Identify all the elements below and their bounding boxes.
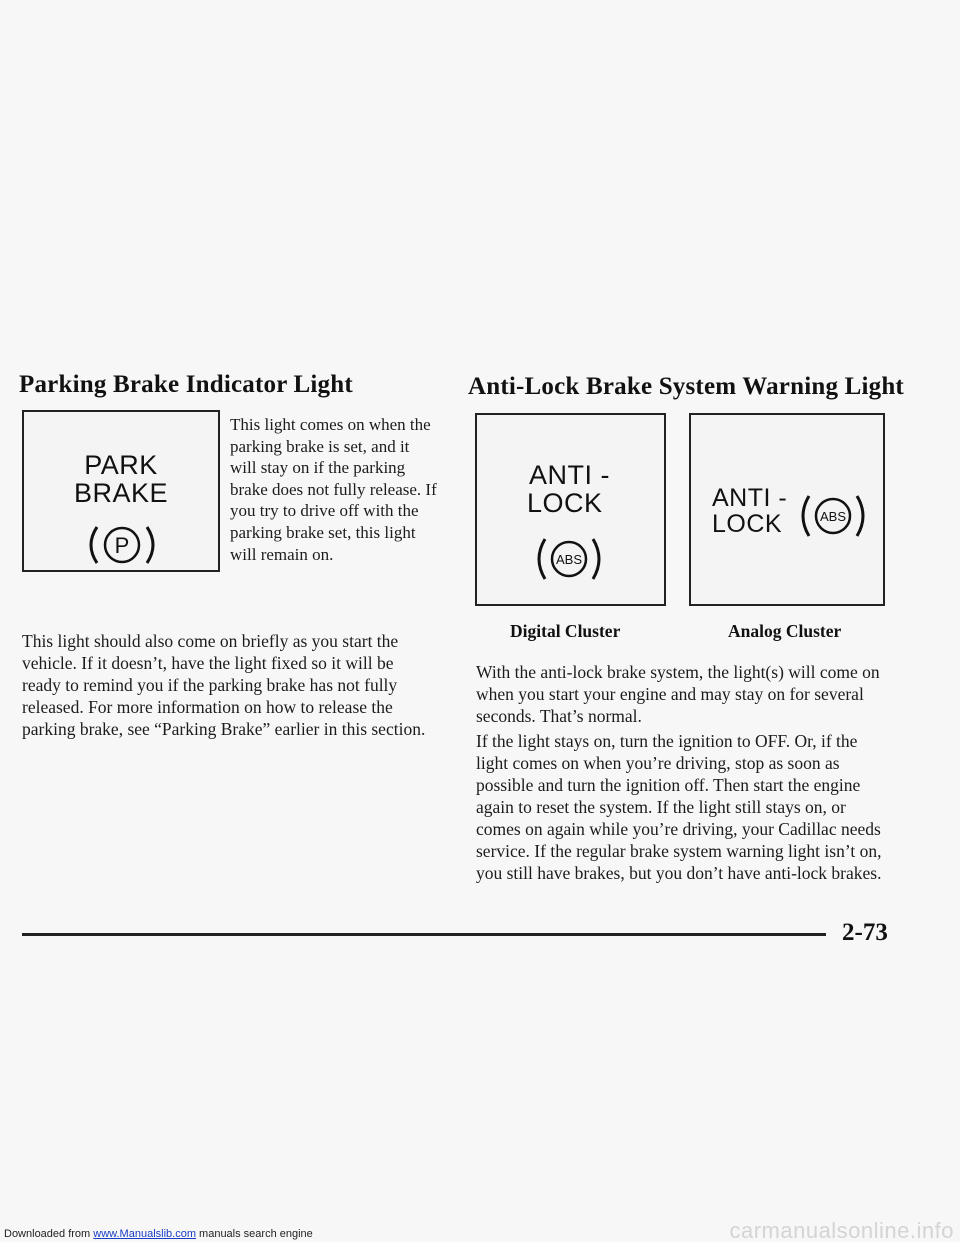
page-number: 2-73 bbox=[842, 919, 888, 946]
analog-lock-label: LOCK bbox=[712, 510, 783, 538]
analog-cluster-caption: Analog Cluster bbox=[728, 621, 842, 641]
download-footer bbox=[4, 1228, 313, 1240]
digital-lock-label: LOCK bbox=[527, 488, 603, 518]
abs-paragraph-2: If the light stays on, turn the ignition to OFF. Or, if the light comes on when you’re driving, stop as soon as possible and turn the ignition off. Then start the engine again to reset the system. If the light still stays on, or comes on again while you’re driving, your Cadillac needs service. If the regular brake system warning light isn’t on, you still have brakes, but you don’t have anti-lock brakes. bbox=[476, 731, 882, 883]
manualslib-link[interactable]: www.Manualslib.com bbox=[93, 1228, 196, 1240]
abs-heading: Anti-Lock Brake System Warning Light bbox=[468, 373, 904, 400]
digital-cluster-caption: Digital Cluster bbox=[510, 621, 621, 641]
footer-suffix: manuals search engine bbox=[195, 1228, 313, 1240]
analog-anti-label: ANTI - bbox=[712, 484, 788, 512]
digital-abs-symbol-text: ABS bbox=[555, 552, 583, 567]
analog-abs-symbol-text: ABS bbox=[819, 509, 847, 524]
park-label: PARK bbox=[84, 450, 158, 480]
abs-analog-icon bbox=[795, 488, 871, 544]
park-symbol-letter: P bbox=[114, 533, 130, 558]
abs-digital-icon bbox=[531, 531, 607, 587]
brake-label: BRAKE bbox=[73, 478, 169, 508]
watermark: carmanualsonline.info bbox=[729, 1218, 954, 1243]
parking-brake-heading: Parking Brake Indicator Light bbox=[19, 371, 353, 398]
parking-brake-body-text: This light should also come on briefly as you start the vehicle. If it doesn’t, have the light fixed so it will be ready to remind you if the parking brake has not fully released. For more information on how to release the parking brake, see “Parking Brake” earlier in this section. bbox=[22, 631, 426, 739]
footer-rule bbox=[22, 933, 826, 936]
parking-brake-side-text: This light comes on when the parking brake is set, and it will stay on if the parking brake does not fully release. If you try to drive off with the parking brake set, this light will remain on. bbox=[230, 415, 437, 564]
digital-anti-label: ANTI - bbox=[529, 460, 610, 490]
footer-prefix: Downloaded from bbox=[4, 1228, 94, 1240]
park-brake-icon bbox=[83, 520, 161, 570]
park-brake-icon-box bbox=[22, 410, 220, 572]
digital-cluster-icon-box bbox=[475, 413, 666, 606]
analog-cluster-icon-box bbox=[689, 413, 885, 606]
abs-paragraph-1: With the anti-lock brake system, the light(s) will come on when you start your engine and may stay on for several seconds. That’s normal. bbox=[476, 662, 880, 726]
